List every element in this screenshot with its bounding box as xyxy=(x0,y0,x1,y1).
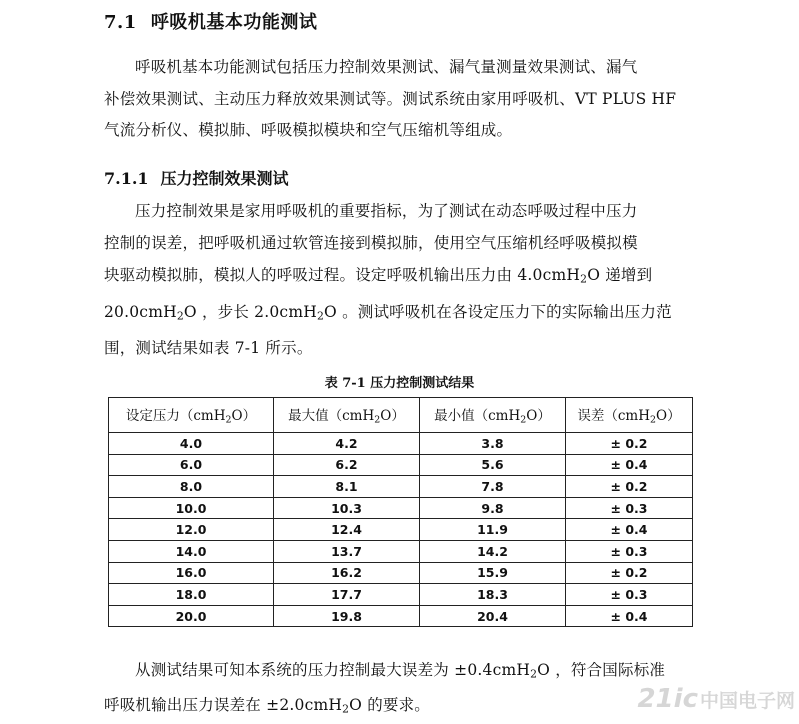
table-cell: 18.0 xyxy=(109,584,274,606)
table-cell: 20.4 xyxy=(420,605,566,627)
intro-paragraph xyxy=(104,52,692,147)
subscript: 2 xyxy=(580,272,588,286)
body-line xyxy=(104,296,692,333)
table-cell: ± 0.4 xyxy=(566,454,693,476)
table-cell: 7.8 xyxy=(420,476,566,498)
watermark-subtext: 中国电子网 xyxy=(699,690,795,712)
table-cell: 18.3 xyxy=(420,584,566,606)
table-cell: 8.0 xyxy=(109,476,274,498)
table-cell: ± 0.3 xyxy=(566,584,693,606)
body-text: O 。测试呼吸机在各设定压力下的实际输出压力范 xyxy=(324,302,672,321)
conclusion-text: O ，符合国际标准 xyxy=(537,661,666,679)
site-watermark xyxy=(637,684,795,714)
table-row xyxy=(109,562,693,584)
table-row xyxy=(109,540,693,562)
subsection-title: 压力控制效果测试 xyxy=(160,169,289,188)
conclusion-text: O 的要求。 xyxy=(349,695,431,714)
table-cell: 12.0 xyxy=(109,519,274,541)
table-row xyxy=(109,584,693,606)
table-row xyxy=(109,497,693,519)
table-cell: 10.3 xyxy=(274,497,420,519)
table-caption: 表 7-1 压力控制测试结果 xyxy=(324,376,475,391)
body-text: 块驱动模拟肺，模拟人的呼吸过程。设定呼吸机输出压力由 4.0cmH xyxy=(104,266,581,284)
body-line: 压力控制效果是家用呼吸机的重要指标，为了测试在动态呼吸过程中压力 xyxy=(135,202,638,220)
conclusion-line xyxy=(104,655,692,690)
header-error: 误差（cmH$_2$O） xyxy=(566,398,693,433)
body-text: O ，步长 2.0cmH xyxy=(183,302,317,321)
section-title: 呼吸机基本功能测试 xyxy=(150,12,318,33)
table-row xyxy=(109,605,693,627)
table-cell: 14.0 xyxy=(109,540,274,562)
subscript: 2 xyxy=(530,667,538,681)
table-cell: 3.8 xyxy=(420,433,566,455)
table-cell: ± 0.2 xyxy=(566,562,693,584)
intro-line: 补偿效果测试、主动压力释放效果测试等。测试系统由家用呼吸机、VT PLUS HF xyxy=(104,89,677,108)
section-heading xyxy=(104,8,317,34)
header-min-value: 最小值（cmH$_2$O） xyxy=(420,398,566,433)
table-cell: 12.4 xyxy=(274,519,420,541)
table-cell: 6.2 xyxy=(274,454,420,476)
intro-line: 气流分析仪、模拟肺、呼吸模拟模块和空气压缩机等组成。 xyxy=(104,121,513,139)
subscript: 2 xyxy=(176,309,184,323)
header-set-pressure: 设定压力（cmH$_2$O） xyxy=(109,398,274,433)
body-paragraph xyxy=(104,195,692,364)
body-line: 控制的误差，把呼吸机通过软管连接到模拟肺，使用空气压缩机经呼吸模拟模 xyxy=(104,234,638,252)
table-row xyxy=(109,519,693,541)
conclusion-line xyxy=(104,690,692,724)
body-line: 围，测试结果如表 7-1 所示。 xyxy=(104,339,313,358)
table-cell: 16.2 xyxy=(274,562,420,584)
table-row xyxy=(109,476,693,498)
table-cell: 14.2 xyxy=(420,540,566,562)
table-cell: ± 0.3 xyxy=(566,540,693,562)
table-header-row xyxy=(109,398,693,433)
table-cell: 11.9 xyxy=(420,519,566,541)
section-number: 7.1 xyxy=(104,12,137,33)
conclusion-text: 呼吸机输出压力误差在 ±2.0cmH xyxy=(104,695,343,714)
table-cell: 15.9 xyxy=(420,562,566,584)
body-text: 20.0cmH xyxy=(104,302,177,321)
table-cell: ± 0.2 xyxy=(566,476,693,498)
table-cell: 10.0 xyxy=(109,497,274,519)
table-cell: 13.7 xyxy=(274,540,420,562)
header-max-value: 最大值（cmH$_2$O） xyxy=(274,398,420,433)
table-row xyxy=(109,454,693,476)
conclusion-text: 从测试结果可知本系统的压力控制最大误差为 ±0.4cmH xyxy=(135,661,531,679)
table-cell: 5.6 xyxy=(420,454,566,476)
body-line xyxy=(104,259,692,296)
table-cell: 17.7 xyxy=(274,584,420,606)
subscript: 2 xyxy=(316,309,325,323)
table-cell: 4.0 xyxy=(109,433,274,455)
pressure-test-table xyxy=(108,397,693,627)
subsection-number: 7.1.1 xyxy=(104,169,149,188)
conclusion-paragraph xyxy=(104,655,692,724)
table-body xyxy=(109,433,693,627)
table-cell: 9.8 xyxy=(420,497,566,519)
table-cell: ± 0.4 xyxy=(566,605,693,627)
body-text: O 递增到 xyxy=(587,266,653,284)
table-cell: ± 0.4 xyxy=(566,519,693,541)
subscript: 2 xyxy=(342,702,350,716)
table-cell: 16.0 xyxy=(109,562,274,584)
table-cell: 4.2 xyxy=(274,433,420,455)
table-cell: 19.8 xyxy=(274,605,420,627)
watermark-logo-text: 21ic xyxy=(637,684,698,714)
table-cell: 8.1 xyxy=(274,476,420,498)
intro-line: 呼吸机基本功能测试包括压力控制效果测试、漏气量测量效果测试、漏气 xyxy=(135,58,638,76)
table-cell: ± 0.3 xyxy=(566,497,693,519)
table-row xyxy=(109,433,693,455)
table-cell: ± 0.2 xyxy=(566,433,693,455)
subsection-heading xyxy=(104,166,289,189)
table-cell: 6.0 xyxy=(109,454,274,476)
table-cell: 20.0 xyxy=(109,605,274,627)
